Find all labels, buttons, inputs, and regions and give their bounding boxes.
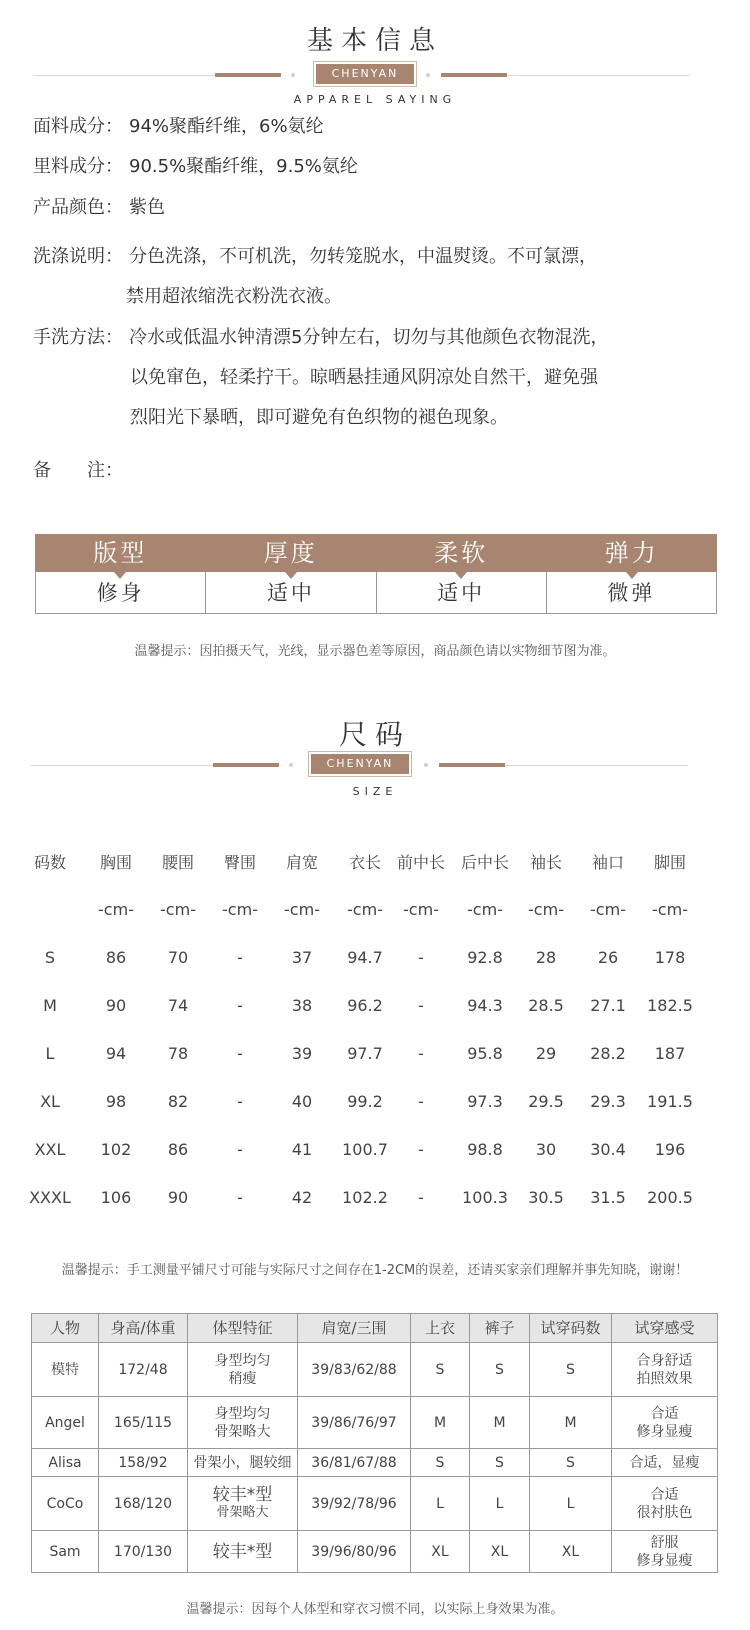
size-cell: 31.5 xyxy=(590,1188,626,1207)
fit-cell xyxy=(612,1449,718,1477)
info-lining xyxy=(33,155,358,179)
fit-header: 体型特征 xyxy=(188,1314,298,1343)
fit-cell-line: 骨架略大 xyxy=(216,1504,269,1520)
size-row xyxy=(20,1135,730,1165)
size-cell: 26 xyxy=(597,948,619,967)
basic-info-title: 基本信息 xyxy=(306,26,443,56)
fit-cell: 170/130 xyxy=(99,1531,188,1573)
fit-cell-line: 身型均匀 xyxy=(214,1352,271,1369)
size-cell: -cm- xyxy=(403,900,439,919)
attribute-header: 柔软 xyxy=(376,534,547,572)
size-cell: 42 xyxy=(291,1188,313,1207)
size-cell: 28 xyxy=(535,948,557,967)
size-cell: - xyxy=(237,1092,243,1111)
divider-right xyxy=(507,75,690,76)
fit-cell: 172/48 xyxy=(99,1343,188,1397)
size-cell: 腰围 xyxy=(161,853,194,872)
fit-cell: 39/86/76/97 xyxy=(298,1397,411,1449)
fit-cell: 39/92/78/96 xyxy=(298,1477,411,1531)
fit-header-row xyxy=(32,1314,718,1343)
size-cell: 100.3 xyxy=(462,1188,508,1207)
fit-cell: 158/92 xyxy=(99,1449,188,1477)
attribute-value: 微弹 xyxy=(607,581,656,605)
size-cell: 38 xyxy=(291,996,313,1015)
size-cell: 96.2 xyxy=(347,996,383,1015)
fit-cell: S xyxy=(470,1449,530,1477)
size-cell: 70 xyxy=(167,948,189,967)
fit-header: 裤子 xyxy=(470,1314,530,1343)
attribute-header: 弹力 xyxy=(547,534,718,572)
fit-cell: Alisa xyxy=(32,1449,99,1477)
size-cell: - xyxy=(237,996,243,1015)
size-row xyxy=(20,943,730,973)
size-cell: 182.5 xyxy=(647,996,693,1015)
fit-cell: S xyxy=(411,1343,470,1397)
size-cell: -cm- xyxy=(652,900,688,919)
fit-cell xyxy=(612,1343,718,1397)
info-label: 洗涤说明： xyxy=(33,246,123,267)
fit-cell xyxy=(188,1531,298,1573)
info-remark xyxy=(33,459,129,483)
color-tip: 温馨提示：因拍摄天气，光线，显示器色差等原因，商品颜色请以实物细节图为准。 xyxy=(134,644,616,659)
size-cell: - xyxy=(237,1140,243,1159)
size-cell: 100.7 xyxy=(342,1140,388,1159)
size-cell: 30.4 xyxy=(590,1140,626,1159)
fit-header: 身高/体重 xyxy=(99,1314,188,1343)
size-cell: 102.2 xyxy=(342,1188,388,1207)
fit-cell: S xyxy=(530,1343,612,1397)
attribute-value: 适中 xyxy=(206,572,376,613)
divider-right xyxy=(505,765,688,766)
fit-tip: 温馨提示：因每个人体型和穿衣习惯不同，以实际上身效果为准。 xyxy=(186,1602,564,1617)
size-cell: S xyxy=(44,948,56,967)
size-cell: 39 xyxy=(291,1044,313,1063)
size-cell: 37 xyxy=(291,948,313,967)
fit-cell: CoCo xyxy=(32,1477,99,1531)
size-cell: M xyxy=(43,996,57,1015)
size-cell: 94 xyxy=(105,1044,127,1063)
fit-cell: S xyxy=(470,1343,530,1397)
info-value: 94%聚酯纤维，6%氨纶 xyxy=(129,116,324,137)
size-cell: 200.5 xyxy=(647,1188,693,1207)
size-cell: 90 xyxy=(105,996,127,1015)
size-cell: -cm- xyxy=(528,900,564,919)
fit-cell-line: 骨架小，腿较细 xyxy=(193,1454,292,1471)
fit-cell-line: 合适 xyxy=(650,1405,679,1422)
fit-cell: S xyxy=(411,1449,470,1477)
size-cell: 178 xyxy=(654,948,686,967)
size-cell: 29 xyxy=(535,1044,557,1063)
fit-cell: M xyxy=(470,1397,530,1449)
size-cell: 30 xyxy=(535,1140,557,1159)
size-cell: 99.2 xyxy=(347,1092,383,1111)
size-cell: 94.3 xyxy=(467,996,503,1015)
info-wash-line2: 禁用超浓缩洗衣粉洗衣液。 xyxy=(126,286,342,307)
brand-badge: CHENYAN xyxy=(311,754,409,774)
fit-cell-line: 骨架略大 xyxy=(214,1423,271,1440)
size-cell: 袖长 xyxy=(529,853,562,872)
fit-cell: 39/96/80/96 xyxy=(298,1531,411,1573)
fit-row xyxy=(32,1397,718,1449)
size-cell: -cm- xyxy=(284,900,320,919)
attribute-header: 版型 xyxy=(35,534,206,572)
fit-cell: XL xyxy=(470,1531,530,1573)
fit-cell: XL xyxy=(530,1531,612,1573)
fit-cell-line: 合身舒适 xyxy=(636,1352,693,1369)
size-cell: 187 xyxy=(654,1044,686,1063)
size-cell: - xyxy=(237,1044,243,1063)
size-cell: 28.5 xyxy=(528,996,564,1015)
fit-cell: 165/115 xyxy=(99,1397,188,1449)
info-color xyxy=(33,196,165,220)
attribute-value: 适中 xyxy=(377,572,547,613)
size-cell: -cm- xyxy=(347,900,383,919)
fit-cell: L xyxy=(411,1477,470,1531)
fit-header: 试穿感受 xyxy=(612,1314,718,1343)
divider-bar-right xyxy=(441,73,507,77)
size-cell: XL xyxy=(40,1092,60,1111)
size-cell: 90 xyxy=(167,1188,189,1207)
size-cell: L xyxy=(45,1044,55,1063)
info-label: 产品颜色： xyxy=(33,197,123,218)
size-cell: XXL xyxy=(34,1140,66,1159)
size-row xyxy=(20,1087,730,1117)
size-cell: 191.5 xyxy=(647,1092,693,1111)
measure-tip: 温馨提示：手工测量平铺尺寸可能与实际尺寸之间存在1-2CM的误差，还请买家亲们理解并事先知晓，谢谢！ xyxy=(61,1263,689,1278)
size-cell: -cm- xyxy=(160,900,196,919)
divider-left xyxy=(31,765,213,766)
size-cell: 胸围 xyxy=(99,853,132,872)
size-cell: - xyxy=(418,948,424,967)
size-cell: 98.8 xyxy=(467,1140,503,1159)
size-row xyxy=(20,991,730,1021)
fit-row xyxy=(32,1531,718,1573)
info-label: 备 注： xyxy=(33,460,123,481)
fit-cell: L xyxy=(530,1477,612,1531)
size-cell: - xyxy=(237,948,243,967)
size-cell: 27.1 xyxy=(590,996,626,1015)
size-cell: 后中长 xyxy=(460,853,509,872)
basic-info-subtitle: APPAREL SAYING xyxy=(293,93,457,106)
size-row xyxy=(20,1039,730,1069)
size-cell: 29.3 xyxy=(590,1092,626,1111)
size-cell: - xyxy=(418,1092,424,1111)
fit-cell-line: 较丰*型 xyxy=(212,1541,273,1562)
size-cell: 前中长 xyxy=(396,853,445,872)
info-label: 面料成分： xyxy=(33,116,123,137)
brand-badge: CHENYAN xyxy=(316,64,414,84)
size-cell: 码数 xyxy=(33,853,66,872)
size-cell: - xyxy=(237,1188,243,1207)
fit-cell: L xyxy=(470,1477,530,1531)
attribute-header-row xyxy=(35,534,717,572)
info-value: 90.5%聚酯纤维，9.5%氨纶 xyxy=(129,156,358,177)
info-value: 冷水或低温水钟清漂5分钟左右，切勿与其他颜色衣物混洗， xyxy=(129,327,609,348)
attribute-table xyxy=(35,534,717,614)
info-label: 里料成分： xyxy=(33,156,123,177)
divider-left xyxy=(33,75,215,76)
info-label: 手洗方法： xyxy=(33,327,123,348)
fit-cell xyxy=(188,1343,298,1397)
divider-dot xyxy=(426,73,430,77)
size-cell: -cm- xyxy=(467,900,503,919)
attribute-value-row xyxy=(35,572,717,614)
size-cell: 78 xyxy=(167,1044,189,1063)
size-cell: -cm- xyxy=(590,900,626,919)
size-cell: 臀围 xyxy=(223,853,256,872)
size-cell: - xyxy=(418,1140,424,1159)
fit-cell xyxy=(188,1449,298,1477)
divider-dot xyxy=(291,73,295,77)
size-cell: 29.5 xyxy=(528,1092,564,1111)
fit-cell: Angel xyxy=(32,1397,99,1449)
size-cell: 82 xyxy=(167,1092,189,1111)
size-cell: 28.2 xyxy=(590,1044,626,1063)
attribute-header: 厚度 xyxy=(206,534,377,572)
fit-row xyxy=(32,1449,718,1477)
fit-cell: M xyxy=(411,1397,470,1449)
info-value: 分色洗涤，不可机洗，勿转笼脱水，中温熨烫。不可氯漂， xyxy=(129,246,597,267)
attribute-value: 修身 xyxy=(36,572,206,613)
size-cell: 74 xyxy=(167,996,189,1015)
fit-cell xyxy=(612,1531,718,1573)
fit-cell-line: 合适，显瘦 xyxy=(629,1454,700,1471)
fit-cell: 模特 xyxy=(32,1343,99,1397)
fit-cell xyxy=(188,1397,298,1449)
fit-cell: 36/81/67/88 xyxy=(298,1449,411,1477)
fit-cell: M xyxy=(530,1397,612,1449)
fit-cell-line: 合适 xyxy=(650,1486,679,1503)
size-header-row xyxy=(20,848,730,878)
size-cell: -cm- xyxy=(222,900,258,919)
info-value: 紫色 xyxy=(129,197,165,218)
fit-row xyxy=(32,1477,718,1531)
fit-cell-line: 较丰*型 xyxy=(212,1484,273,1505)
info-handwash xyxy=(33,326,608,350)
fit-cell-line: 身型均匀 xyxy=(214,1405,271,1422)
size-cell: 97.7 xyxy=(347,1044,383,1063)
size-cell: 102 xyxy=(100,1140,132,1159)
info-wash xyxy=(33,245,597,269)
size-subtitle: SIZE xyxy=(352,785,398,798)
fit-header: 人物 xyxy=(32,1314,99,1343)
fit-cell-line: 很衬肤色 xyxy=(636,1504,693,1521)
fit-header: 上衣 xyxy=(411,1314,470,1343)
fit-cell xyxy=(188,1477,298,1531)
size-cell: 92.8 xyxy=(467,948,503,967)
info-handwash-line3: 烈阳光下暴晒，即可避免有色织物的褪色现象。 xyxy=(130,407,508,428)
size-cell: 衣长 xyxy=(348,853,381,872)
size-unit-row xyxy=(20,895,730,925)
size-cell: 97.3 xyxy=(467,1092,503,1111)
fit-cell-line: 修身显瘦 xyxy=(636,1552,693,1569)
fit-header: 肩宽/三围 xyxy=(298,1314,411,1343)
size-cell: 98 xyxy=(105,1092,127,1111)
divider-bar-left xyxy=(213,763,279,767)
size-title: 尺码 xyxy=(338,718,411,751)
size-cell: 肩宽 xyxy=(285,853,318,872)
divider-dot xyxy=(289,763,293,767)
divider-bar-right xyxy=(439,763,505,767)
fit-cell xyxy=(612,1397,718,1449)
size-cell: 40 xyxy=(291,1092,313,1111)
fit-header: 试穿码数 xyxy=(530,1314,612,1343)
size-cell: -cm- xyxy=(98,900,134,919)
fit-cell-line: 拍照效果 xyxy=(636,1370,693,1387)
size-cell: 41 xyxy=(291,1140,313,1159)
divider-dot xyxy=(424,763,428,767)
size-row xyxy=(20,1183,730,1213)
size-cell: - xyxy=(418,996,424,1015)
fit-cell: S xyxy=(530,1449,612,1477)
size-cell: 95.8 xyxy=(467,1044,503,1063)
fit-cell: 39/83/62/88 xyxy=(298,1343,411,1397)
size-cell: - xyxy=(418,1188,424,1207)
size-cell: 94.7 xyxy=(347,948,383,967)
fit-table xyxy=(31,1313,718,1573)
divider-bar-left xyxy=(215,73,281,77)
fit-row xyxy=(32,1343,718,1397)
info-handwash-line2: 以免窜色，轻柔拧干。晾晒悬挂通风阴凉处自然干，避免强 xyxy=(130,367,598,388)
fit-cell-line: 修身显瘦 xyxy=(636,1423,693,1440)
size-cell: 脚围 xyxy=(653,853,686,872)
fit-cell-line: 稍瘦 xyxy=(228,1370,257,1387)
fit-cell: 168/120 xyxy=(99,1477,188,1531)
size-cell: 30.5 xyxy=(528,1188,564,1207)
size-cell: - xyxy=(418,1044,424,1063)
size-cell: 袖口 xyxy=(591,853,624,872)
size-cell: 196 xyxy=(654,1140,686,1159)
info-fabric xyxy=(33,115,324,139)
fit-cell: XL xyxy=(411,1531,470,1573)
size-cell: 86 xyxy=(167,1140,189,1159)
size-cell: XXXL xyxy=(29,1188,71,1207)
fit-cell-line: 舒服 xyxy=(650,1534,679,1551)
fit-cell: Sam xyxy=(32,1531,99,1573)
size-cell: 86 xyxy=(105,948,127,967)
size-cell: 106 xyxy=(100,1188,132,1207)
fit-cell xyxy=(612,1477,718,1531)
